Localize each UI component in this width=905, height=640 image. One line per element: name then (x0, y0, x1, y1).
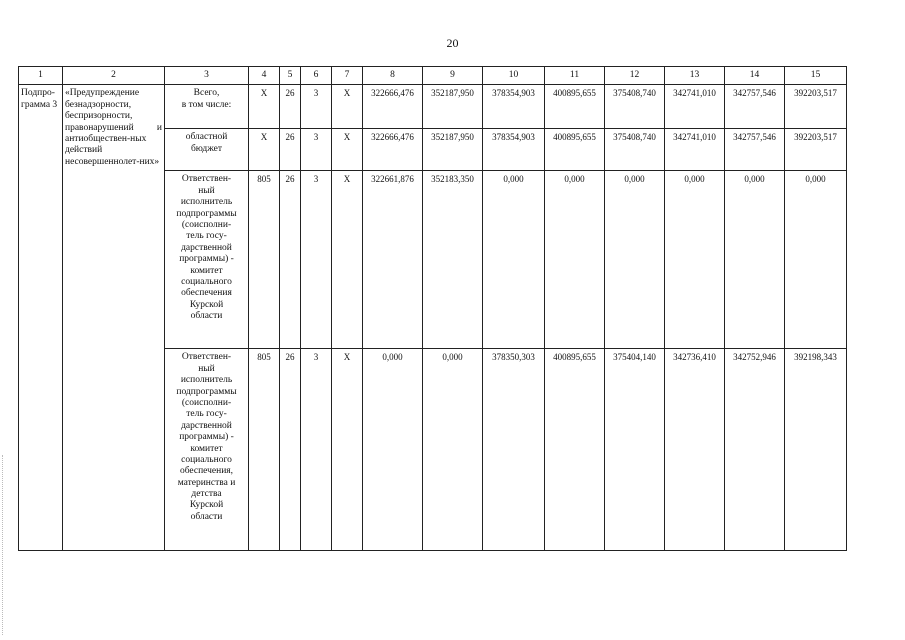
table-cell: Х (332, 349, 363, 551)
table-cell: 322666,476 (363, 85, 423, 129)
table-cell: 0,000 (665, 171, 725, 349)
table-cell: Х (249, 129, 280, 171)
table-cell: 805 (249, 349, 280, 551)
scan-artifact (2, 455, 7, 635)
table-cell: 342752,946 (725, 349, 785, 551)
table-cell: 378354,903 (483, 85, 545, 129)
table-cell: 342741,010 (665, 129, 725, 171)
header-cell: 9 (423, 67, 483, 85)
table-cell: 26 (280, 85, 301, 129)
header-row (19, 67, 847, 85)
table-cell: Х (332, 85, 363, 129)
table-cell: 378350,303 (483, 349, 545, 551)
subprogram-title-cell: «Предупреждение безнадзорности, беспризорности, правонарушений и антиобществен-ных действий несовершеннолет-них» (63, 85, 165, 551)
table-cell: 392203,517 (785, 129, 847, 171)
header-cell: 3 (165, 67, 249, 85)
table-cell: 26 (280, 171, 301, 349)
table-cell: 375408,740 (605, 129, 665, 171)
table-cell: 392203,517 (785, 85, 847, 129)
header-cell: 14 (725, 67, 785, 85)
header-cell: 5 (280, 67, 301, 85)
table-cell: 0,000 (725, 171, 785, 349)
table-cell: Х (332, 171, 363, 349)
table-cell: 392198,343 (785, 349, 847, 551)
table-cell: 352183,350 (423, 171, 483, 349)
row-label: областной бюджет (165, 129, 249, 171)
table-cell: 0,000 (785, 171, 847, 349)
header-cell: 13 (665, 67, 725, 85)
table-cell: 322661,876 (363, 171, 423, 349)
table-cell: 375404,140 (605, 349, 665, 551)
table-cell: 342741,010 (665, 85, 725, 129)
table-cell: 26 (280, 349, 301, 551)
header-cell: 6 (301, 67, 332, 85)
table-cell: 0,000 (363, 349, 423, 551)
table-cell: 0,000 (545, 171, 605, 349)
row-label: Ответствен- ный исполнитель подпрограммы (соисполни- тель госу- дарственной программы) - комитет социального обеспечения, материнства и детства Курской области (165, 349, 249, 551)
header-cell: 1 (19, 67, 63, 85)
row-label: Ответствен- ный исполнитель подпрограммы (соисполни- тель госу- дарственной программы) - комитет социального обеспечения Курской области (165, 171, 249, 349)
table-cell: 322666,476 (363, 129, 423, 171)
table-cell: 400895,655 (545, 85, 605, 129)
table-cell: 805 (249, 171, 280, 349)
header-cell: 2 (63, 67, 165, 85)
table-cell: 0,000 (605, 171, 665, 349)
table-cell: 375408,740 (605, 85, 665, 129)
table-cell: 0,000 (423, 349, 483, 551)
budget-table (18, 66, 847, 551)
table-cell: 3 (301, 171, 332, 349)
header-cell: 15 (785, 67, 847, 85)
table-row (19, 85, 847, 129)
row-label: Всего, в том числе: (165, 85, 249, 129)
subprogram-cell: Подпро- грамма 3 (19, 85, 63, 551)
table-cell: 342757,546 (725, 85, 785, 129)
table-cell: 400895,655 (545, 129, 605, 171)
table-cell: 352187,950 (423, 85, 483, 129)
header-cell: 11 (545, 67, 605, 85)
header-cell: 4 (249, 67, 280, 85)
table-cell: 3 (301, 129, 332, 171)
header-cell: 7 (332, 67, 363, 85)
table-cell: 3 (301, 85, 332, 129)
table-cell: 342736,410 (665, 349, 725, 551)
table-cell: Х (332, 129, 363, 171)
table-cell: Х (249, 85, 280, 129)
table-cell: 400895,655 (545, 349, 605, 551)
table-cell: 342757,546 (725, 129, 785, 171)
table-cell: 352187,950 (423, 129, 483, 171)
page-number: 20 (446, 36, 459, 50)
table-cell: 0,000 (483, 171, 545, 349)
header-cell: 12 (605, 67, 665, 85)
table-cell: 378354,903 (483, 129, 545, 171)
header-cell: 8 (363, 67, 423, 85)
table-cell: 26 (280, 129, 301, 171)
header-cell: 10 (483, 67, 545, 85)
table-cell: 3 (301, 349, 332, 551)
